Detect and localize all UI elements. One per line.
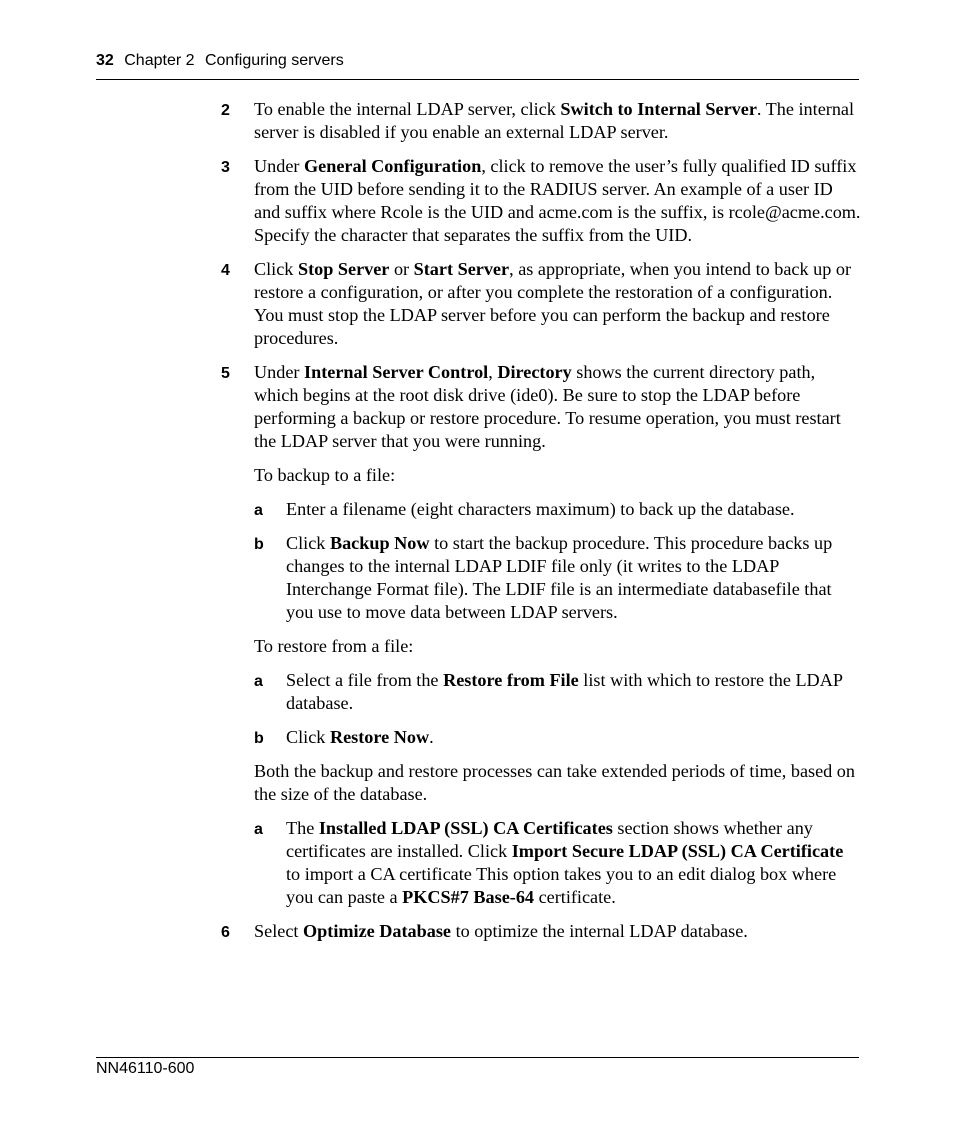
header-rule [96,79,859,80]
step-text: To enable the internal LDAP server, click [254,99,561,119]
step-3 [221,155,861,247]
ui-term: Internal Server Control [304,362,489,382]
ui-term: General Configuration [304,156,482,176]
ui-term: Optimize Database [303,921,452,941]
ui-term: Directory [497,362,572,382]
restore-substep-b [221,726,861,749]
backup-substep-b [221,532,861,624]
step-4 [221,258,861,350]
substep-text: Click [286,727,330,747]
step-number: 6 [221,924,230,941]
substep-letter: b [254,730,264,747]
ui-term: Backup Now [329,533,430,553]
running-header [96,52,344,70]
step-text: , as appropriate, when you intend to back up or restore a configuration, or after you complete the restoration of a configuration. You must stop the LDAP server before you can perform the backup and restore procedures. [254,259,852,348]
ssl-substep-a [221,817,861,909]
step-text: Under [254,156,304,176]
substep-text: to start the backup procedure. This procedure backs up changes to the internal LDAP LDIF file only (it writes to the LDAP Interchange Format file). The LDIF file is an intermediate databasefile that you use to move data between LDAP servers. [286,533,833,622]
substep-text: list with which to restore the LDAP database. [286,670,843,713]
ui-term: Restore from File [443,670,579,690]
duration-note: Both the backup and restore processes can take extended periods of time, based on the size of the database. [254,761,855,804]
chapter-title: Configuring servers [204,52,344,69]
restore-intro: To restore from a file: [254,636,414,656]
ui-term: Stop Server [297,259,390,279]
substep-text: Enter a filename (eight characters maximum) to back up the database. [286,499,795,519]
ui-term: PKCS#7 Base-64 [402,887,535,907]
step-number: 3 [221,159,230,176]
backup-substep-a [221,498,861,521]
substep-text: section shows whether any certificates are installed. Click [286,818,813,861]
step-6 [221,920,861,943]
step-number: 5 [221,365,230,382]
substep-text: Click [286,533,330,553]
page-number: 32 [96,52,114,69]
substep-text: to import a CA certificate This option takes you to an edit dialog box where you can paste a [286,864,837,907]
step-5 [221,361,861,453]
substep-letter: a [254,821,263,838]
step-text: or [389,259,414,279]
backup-intro: To backup to a file: [254,465,396,485]
step-text: Select [254,921,303,941]
substep-text: The [286,818,319,838]
step-text: Under [254,362,304,382]
step-number: 4 [221,262,230,279]
substep-text: . [429,727,434,747]
ui-term: Start Server [413,259,510,279]
step-2 [221,98,861,144]
substep-text: Select a file from the [286,670,444,690]
substep-letter: b [254,536,264,553]
ui-term: Restore Now [329,727,430,747]
substep-letter: a [254,673,263,690]
step-text: Click [254,259,298,279]
step-text: . The internal server is disabled if you enable an external LDAP server. [254,99,855,142]
procedure-body [221,98,861,954]
step-text: , [488,362,498,382]
step-text: to optimize the internal LDAP database. [451,921,748,941]
footer-rule [96,1057,859,1058]
ui-term: Import Secure LDAP (SSL) CA Certificate [511,841,844,861]
step-text: shows the current directory path, which begins at the root disk drive (ide0). Be sure to stop the LDAP before performing a backup or restore procedure. To resume operation, you must restart the LDAP server that you were running. [254,362,841,451]
substep-letter: a [254,502,263,519]
ui-term: Installed LDAP (SSL) CA Certificates [318,818,613,838]
substep-text: certificate. [534,887,616,907]
step-text: , click to remove the user’s fully qualified ID suffix from the UID before sending it to the RADIUS server. An example of a user ID and suffix where Rcole is the UID and acme.com is the suffix, is rcole@acme.com. Specify the character that separates the suffix from the UID. [254,156,861,245]
ui-term: Switch to Internal Server [560,99,757,119]
document-number: NN46110-600 [96,1060,195,1077]
chapter-label: Chapter 2 [124,52,195,69]
restore-substep-a [221,669,861,715]
step-number: 2 [221,102,230,119]
